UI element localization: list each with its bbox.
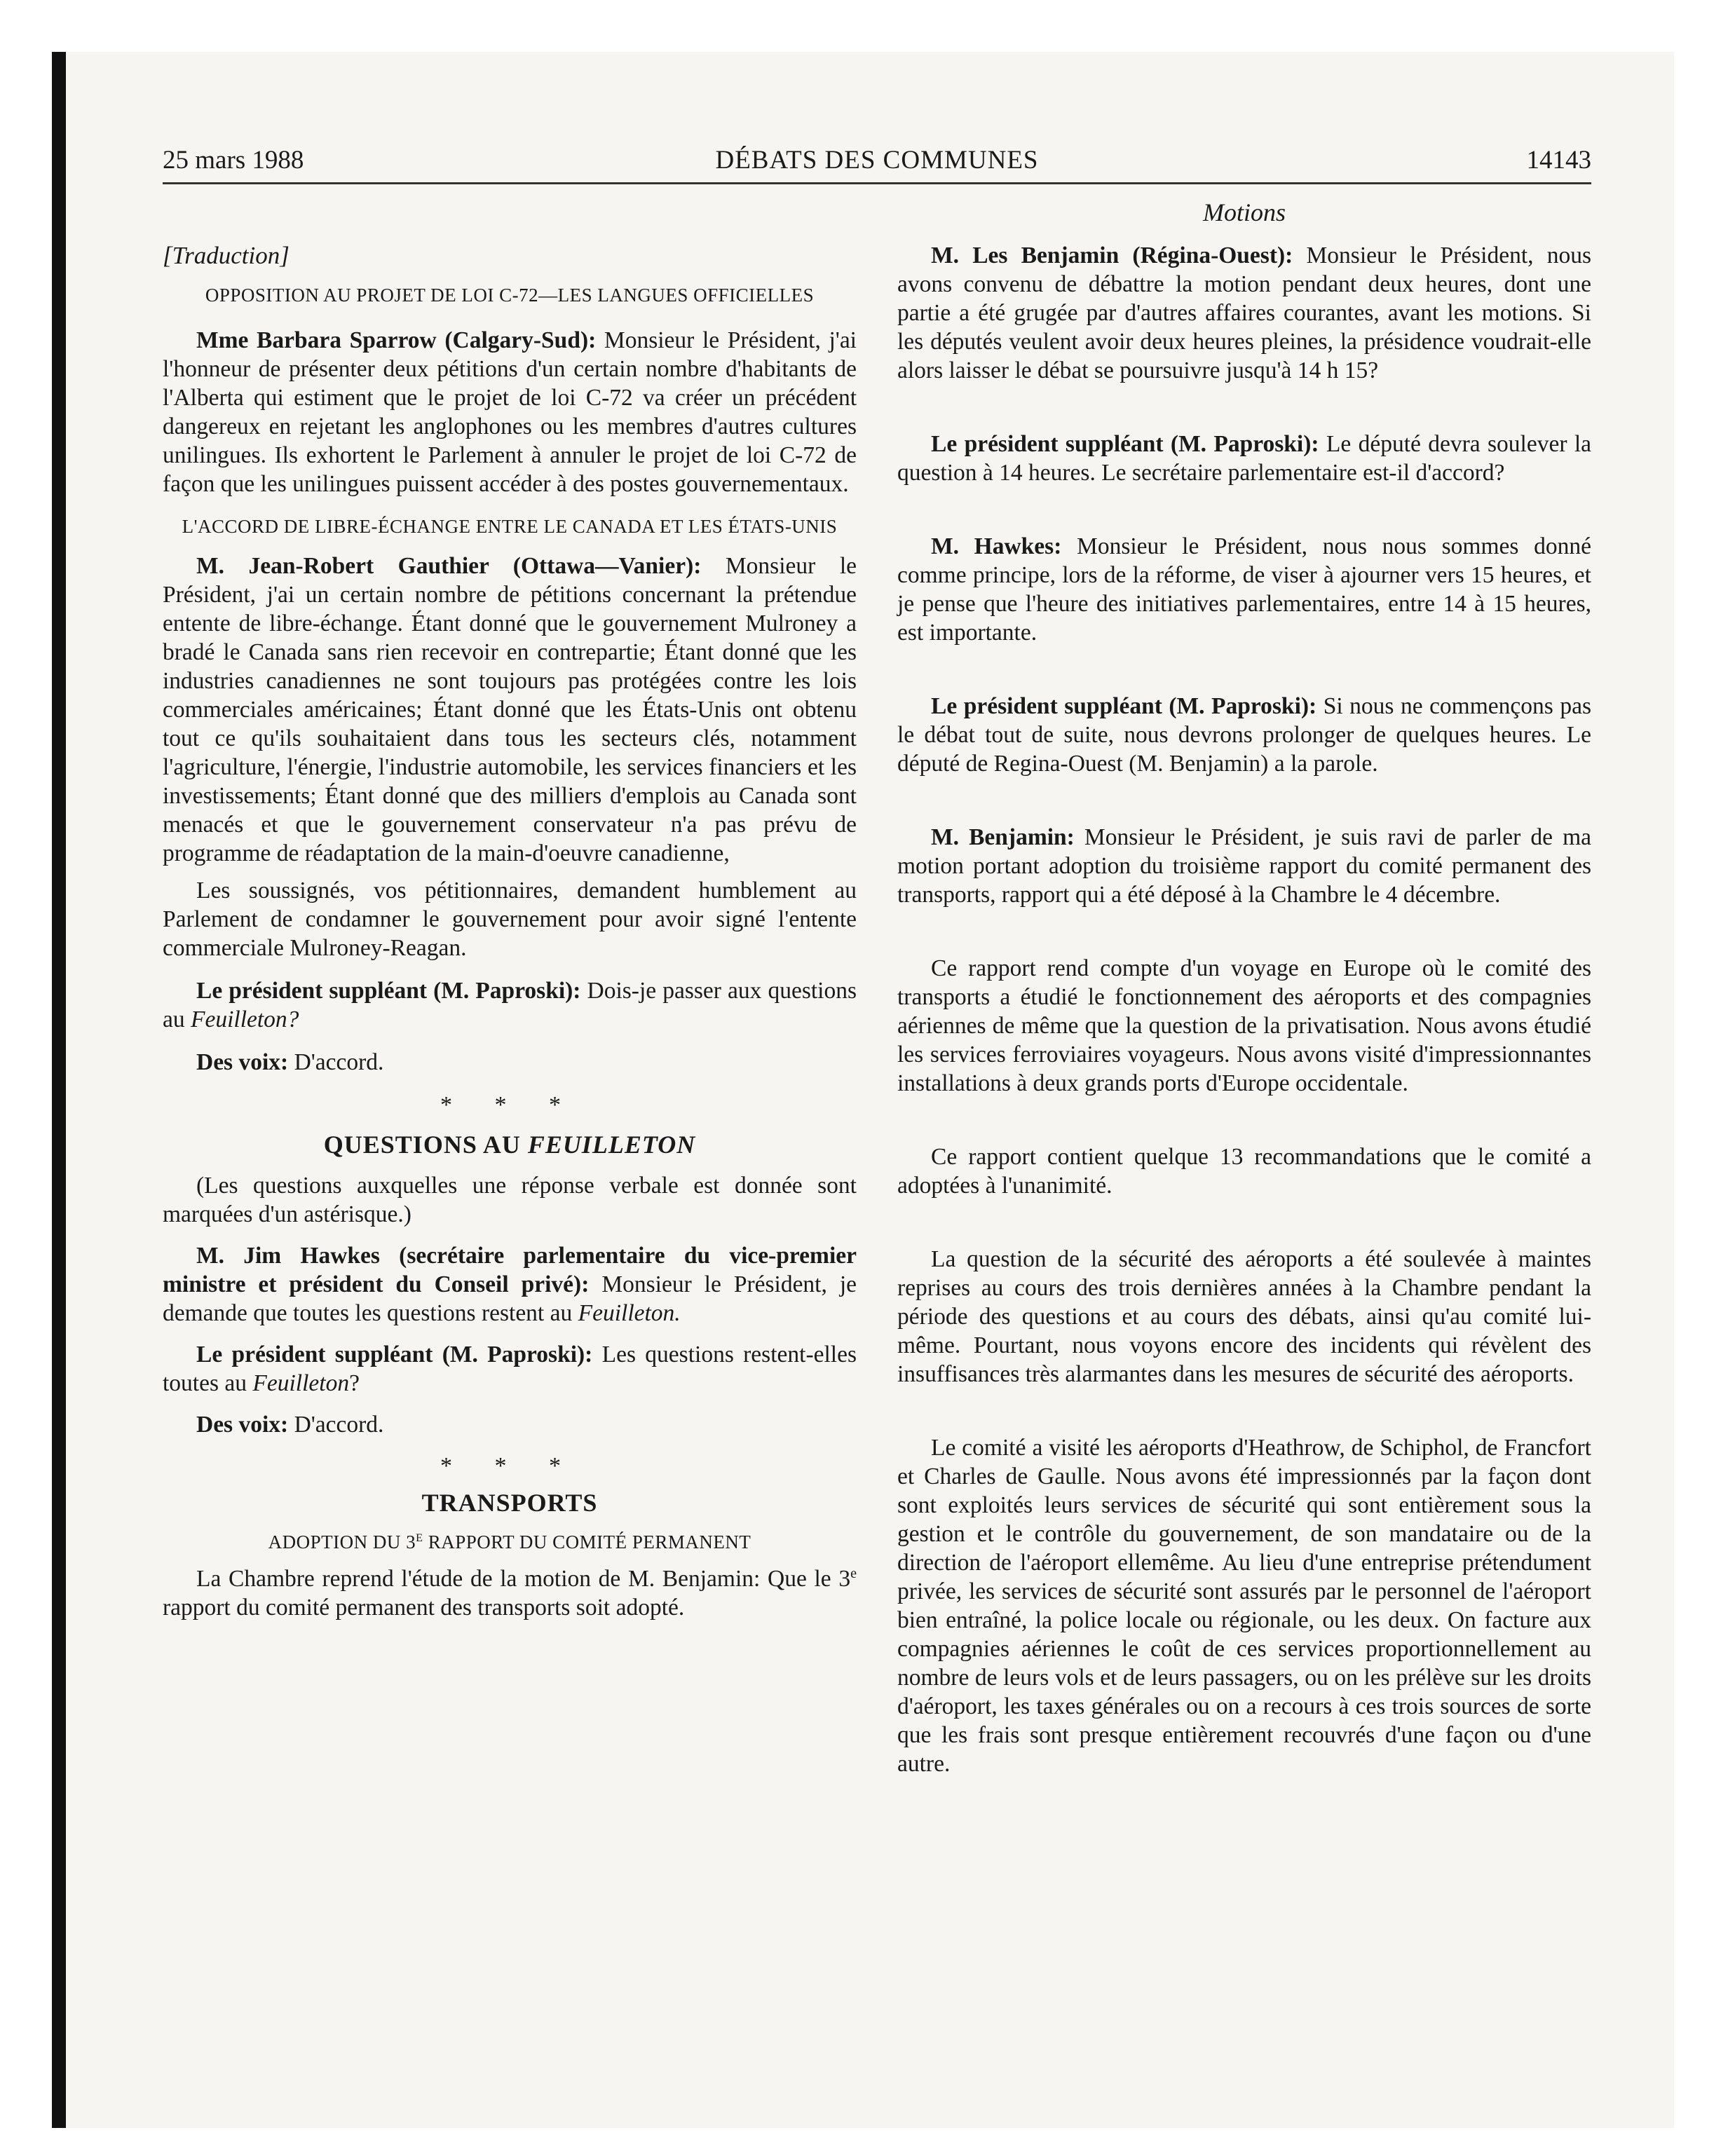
paragraph-paproski-1 xyxy=(163,976,857,1034)
paragraph-paproski-2 xyxy=(163,1340,857,1398)
paragraph-voices-1 xyxy=(163,1048,857,1077)
paragraph-superscript: e xyxy=(850,1565,857,1581)
speaker-name: M. Jim Hawkes (secrétaire parlementaire du vice-premier ministre et président du Conseil privé): xyxy=(163,1243,857,1297)
heading-italic: FEUILLETON xyxy=(527,1131,696,1159)
paragraph-text: Monsieur le Président, je suis ravi de parler de ma motion portant adoption du troisième rapport du comité permanent des transports, rapport qui a été déposé à la Chambre le 4 décembre. xyxy=(897,824,1592,908)
speaker-name: M. Benjamin: xyxy=(931,824,1075,850)
paragraph-sparrow xyxy=(163,326,857,498)
speaker-name: Mme Barbara Sparrow (Calgary-Sud): xyxy=(196,327,597,353)
heading-questions xyxy=(163,1128,857,1161)
header-date: 25 mars 1988 xyxy=(163,146,304,175)
heading-text-end: RAPPORT DU COMITÉ PERMANENT xyxy=(423,1531,751,1553)
paragraph-text-end: ? xyxy=(349,1370,360,1396)
speaker-name: Le président suppléant (M. Paproski): xyxy=(196,978,581,1004)
paragraph-benjamin-2 xyxy=(897,823,1591,909)
paragraph-paproski-3 xyxy=(897,430,1591,487)
running-header xyxy=(163,143,1591,184)
heading-text: QUESTIONS AU xyxy=(323,1131,528,1159)
speaker-name: Des voix: xyxy=(196,1049,289,1075)
speaker-name: Des voix: xyxy=(196,1412,289,1438)
translation-tag: [Traduction] xyxy=(163,242,290,269)
paragraph-report-recommendations: Ce rapport contient quelque 13 recommandations que le comité a adoptées à l'unanimité. xyxy=(897,1144,1591,1199)
speaker-name: Le président suppléant (M. Paproski): xyxy=(931,431,1319,457)
left-column xyxy=(163,231,857,1622)
paragraph-text: Si nous ne commençons pas le débat tout de suite, nous devrons prolonger de quelques heures. Le député de Regina-Ouest (M. Benjamin) a la parole. xyxy=(897,693,1591,777)
paragraph-text: Les questions restent-elles toutes au xyxy=(163,1342,857,1396)
speaker-name: M. Hawkes: xyxy=(931,533,1062,559)
paragraph-report-trip: Ce rapport rend compte d'un voyage en Europe où le comité des transports a étudié le fonctionnement des aéroports et des compagnies aériennes de même que la question de la privatisation. Nous avons étudié les services ferroviaires voyageurs. Nous avons visité d'impressionnantes installations à deux grands ports d'Europe occidentale. xyxy=(897,955,1591,1096)
paragraph-hawkes-1 xyxy=(163,1241,857,1328)
paragraph-paproski-4 xyxy=(897,692,1591,778)
section-label: Motions xyxy=(1202,198,1286,226)
paragraph-hawkes-2 xyxy=(897,532,1591,647)
paragraph-questions-note: (Les questions auxquelles une réponse verbale est donnée sont marquées d'un astérisque.) xyxy=(163,1173,857,1227)
paragraph-italic: Feuilleton. xyxy=(578,1300,681,1326)
header-title: DÉBATS DES COMMUNES xyxy=(715,146,1039,175)
right-column xyxy=(897,231,1591,1778)
paragraph-airport-security: La question de la sécurité des aéroports a été soulevée à maintes reprises au cours des trois dernières années à la Chambre pendant la période des questions et au cours des débats, ainsi qu'au comité lui-même. Pourtant, nous voyons encore des incidents qui révèlent des insuffisances très alarmantes dans les mesures de sécurité des aéroports. xyxy=(897,1246,1591,1387)
separator-stars: * * * xyxy=(440,1092,579,1118)
speaker-name: M. Jean-Robert Gauthier (Ottawa—Vanier): xyxy=(196,553,702,579)
paragraph-text: D'accord. xyxy=(288,1412,384,1438)
paragraph-text: Monsieur le Président, j'ai l'honneur de présenter deux pétitions d'un certain nombre d'habitants de l'Alberta qui estiment que le projet de loi C-72 va créer un précédent dangereux en rejetant les anglophones ou les membres d'autres cultures unilingues. Ils exhortent le Parlement à annuler le projet de loi C-72 de façon que les unilingues puissent accéder à des postes gouvernementaux. xyxy=(163,327,857,497)
paragraph-benjamin-1 xyxy=(897,241,1591,385)
paragraph-text: Dois-je passer aux questions au xyxy=(163,978,857,1032)
scan-border xyxy=(52,52,66,2128)
paragraph-text: Le député devra soulever la question à 14 heures. Le secrétaire parlementaire est-il d'accord? xyxy=(897,431,1592,486)
heading-transports: TRANSPORTS xyxy=(421,1489,598,1517)
paragraph-gauthier xyxy=(163,552,857,868)
paragraph-voices-2 xyxy=(163,1410,857,1439)
page-number: 14143 xyxy=(1526,146,1591,175)
heading-text: ADOPTION DU 3 xyxy=(268,1531,416,1553)
paragraph-text: La Chambre reprend l'étude de la motion de M. Benjamin: Que le 3 xyxy=(196,1566,851,1592)
paragraph-text-end: rapport du comité permanent des transports soit adopté. xyxy=(163,1595,685,1621)
paragraph-text: Monsieur le Président, nous nous sommes donné comme principe, lors de la réforme, de viser à ajourner vers 15 heures, et je pense que l'heure des initiatives parlementaires, entre 14 à 15 heures, est importante. xyxy=(897,533,1592,646)
speaker-name: M. Les Benjamin (Régina-Ouest): xyxy=(931,243,1293,268)
heading-c72: OPPOSITION AU PROJET DE LOI C-72—LES LANGUES OFFICIELLES xyxy=(205,285,815,306)
paragraph-italic: Feuilleton xyxy=(252,1370,350,1396)
paragraph-airports-visited: Le comité a visité les aéroports d'Heathrow, de Schiphol, de Francfort et Charles de Gaulle. Nous avons été impressionnés par la façon dont sont exploités leurs services de sécurité qui sont entièrement sous la gestion et le contrôle du gouvernement, de son mandataire ou de la direction de l'aéroport ellemême. Au lieu d'une entreprise prétendument privée, les services de sécurité sont assurés par le personnel de l'aéroport bien entraîné, la police locale ou régionale, ou les deux. On facture aux compagnies aériennes le coût de ces services proportionnellement au nombre de leurs vols et de leurs passagers, ou on les prélève sur les droits d'aéroport, les taxes générales ou on a recours à ces trois sources de sorte que les frais sont presque entièrement recouvrés d'une façon ou d'une autre. xyxy=(897,1435,1591,1777)
paragraph-petitioners: Les soussignés, vos pétitionnaires, demandent humblement au Parlement de condamner le gouvernement pour avoir signé l'entente commerciale Mulroney-Reagan. xyxy=(163,878,857,961)
paragraph-house-resumes xyxy=(163,1564,857,1622)
paragraph-text: Monsieur le Président, j'ai un certain nombre de pétitions concernant la prétendue entente de libre-échange. Étant donné que le gouvernement Mulroney a bradé le Canada sans rien recevoir en contrepartie; Étant donné que les industries canadiennes ne sont toujours pas protégées contre les lois commerciales américaines; Étant donné que les États-Unis ont obtenu tout ce qu'ils souhaitaient dans tous les secteurs clés, notamment l'agriculture, l'énergie, l'industrie automobile, les services financiers et les investissements; Étant donné que des milliers d'emplois au Canada sont menacés et que le gouvernement conservateur n'a pas prévu de programme de réadaptation de la main-d'oeuvre canadienne, xyxy=(163,553,857,866)
heading-free-trade: L'ACCORD DE LIBRE-ÉCHANGE ENTRE LE CANADA ET LES ÉTATS-UNIS xyxy=(182,516,838,537)
paragraph-italic: Feuilleton? xyxy=(191,1007,299,1032)
heading-superscript: E xyxy=(416,1531,423,1544)
paragraph-text: Monsieur le Président, je demande que toutes les questions restent au xyxy=(163,1271,857,1326)
heading-adoption xyxy=(163,1529,857,1555)
paragraph-text: D'accord. xyxy=(288,1049,384,1075)
separator-stars: * * * xyxy=(440,1453,579,1479)
speaker-name: Le président suppléant (M. Paproski): xyxy=(931,693,1317,719)
paragraph-text: Monsieur le Président, nous avons convenu de débattre la motion pendant deux heures, dont une partie a été grugée par d'autres affaires courantes, avant les motions. Si les députés veulent avoir deux heures pleines, la présidence voudrait-elle alors laisser le débat se poursuivre jusqu'à 14 h 15? xyxy=(897,243,1591,383)
speaker-name: Le président suppléant (M. Paproski): xyxy=(196,1342,593,1367)
